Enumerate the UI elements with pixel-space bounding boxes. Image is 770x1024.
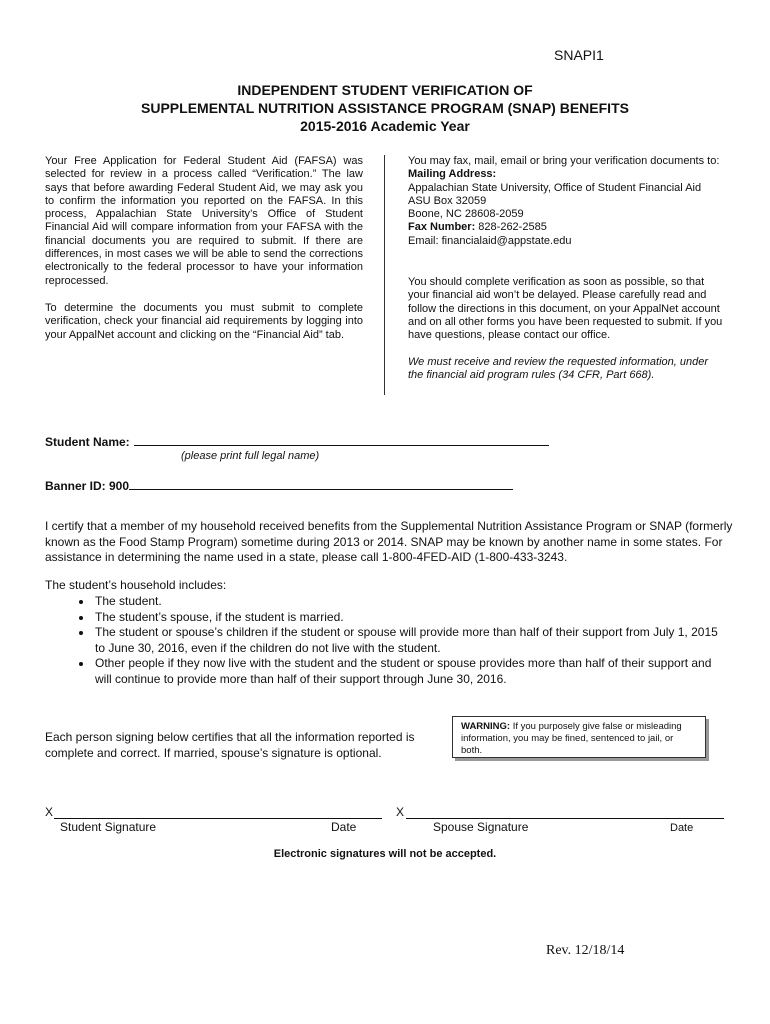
certify-paragraph: I certify that a member of my household received benefits from the Supplemental Nutrition Assistance Program or SNAP (formerly known as the Food Stamp Program) sometime during 2013 or 2014. SNAP may be known by another name in some states. For assistance in determining the name used in a state, please call 1-800-4FED-AID (1-800-433-3243. (45, 519, 733, 564)
contact-intro: You may fax, mail, email or bring your verification documents to: (408, 155, 720, 167)
student-signature-line[interactable] (54, 818, 382, 819)
warning-box (452, 716, 706, 758)
revision-date: Rev. 12/18/14 (546, 943, 625, 958)
warning-label: WARNING: (461, 721, 511, 732)
list-item: • The student. (93, 594, 727, 610)
banner-id-label: Banner ID: 900 (45, 479, 130, 493)
list-item: • The student’s spouse, if the student is married. (93, 610, 727, 626)
mailing-address-label: Mailing Address: (408, 168, 497, 181)
spouse-signature-line[interactable] (406, 818, 724, 819)
address-line-1: Appalachian State University, Office of Student Financial Aid (408, 181, 702, 194)
list-item: • Other people if they now live with the student and the student or spouse provides more than half of their support and will continue to provide more than half of their support through June 30, 2016. (93, 656, 727, 687)
student-name-hint: (please print full legal name) (181, 450, 320, 462)
rules-paragraph: We must receive and review the requested information, under the financial aid program rules (34 CFR, Part 668). (408, 356, 709, 382)
banner-id-line[interactable] (129, 477, 513, 490)
title-line-3: 2015-2016 Academic Year (300, 118, 470, 134)
student-name-line[interactable] (134, 433, 549, 446)
address-line-2: ASU Box 32059 (408, 194, 487, 207)
address-line-3: Boone, NC 28608-2059 (408, 208, 524, 221)
banner-id-field[interactable] (45, 477, 513, 495)
student-name-label: Student Name: (45, 435, 130, 449)
fax-label: Fax Number: (408, 221, 476, 234)
contact-block (408, 155, 726, 248)
student-name-field[interactable] (45, 433, 549, 451)
fafsa-paragraph: Your Free Application for Federal Student Aid (FAFSA) was selected for review in a process called “Verification.” The law says that before awarding Federal Student Aid, we may ask you to confirm the information you reported on the FAFSA. In this process, Appalachian State University’s Office of Student Financial Aid will compare information from your FAFSA with the financial documents you are required to submit. If there are differences, in most cases we will be able to send the corrections electronically to the federal processor to have your information reprocessed. (45, 155, 363, 287)
complete-soon-paragraph: You should complete verification as soon as possible, so that your financial aid won’t be delayed. Please carefully read and follow the directions in this document, on your AppalNet account and on all other forms you have been requested to submit. If you have questions, please contact our office. (408, 276, 723, 342)
spouse-date-label: Date (670, 822, 694, 834)
student-signature-label: Student Signature (60, 820, 157, 834)
spouse-signature-x: X (396, 805, 405, 819)
warning-text: If you purposely give false or misleading information, you may be fined, sentenced to jail, or both. (461, 721, 682, 756)
sign-statement: Each person signing below certifies that all the information reported is complete and correct. If married, spouse’s signature is optional. (45, 730, 415, 760)
column-divider (384, 155, 385, 395)
household-intro: The student’s household includes: (45, 578, 227, 592)
documents-paragraph: To determine the documents you must submit to complete verification, check your financial aid requirements by logging into your AppalNet account and clicking on the “Financial Aid” tab. (45, 302, 363, 341)
form-code: SNAPI1 (554, 47, 604, 63)
fax-line (408, 221, 726, 234)
spouse-signature-label: Spouse Signature (433, 820, 529, 834)
email-line: Email: financialaid@appstate.edu (408, 234, 572, 247)
household-list (45, 594, 727, 687)
title-line-2: SUPPLEMENTAL NUTRITION ASSISTANCE PROGRAM (SNAP) BENEFITS (141, 100, 629, 116)
student-date-label: Date (331, 820, 357, 834)
student-signature-x: X (45, 805, 54, 819)
title-line-1: INDEPENDENT STUDENT VERIFICATION OF (237, 82, 533, 98)
list-item: • The student or spouse’s children if the student or spouse will provide more than half of their support from July 1, 2015 to June 30, 2016, even if the children do not live with the student. (93, 625, 727, 656)
fax-value: 828-262-2585 (475, 221, 547, 234)
electronic-signature-note: Electronic signatures will not be accepted. (273, 848, 497, 860)
